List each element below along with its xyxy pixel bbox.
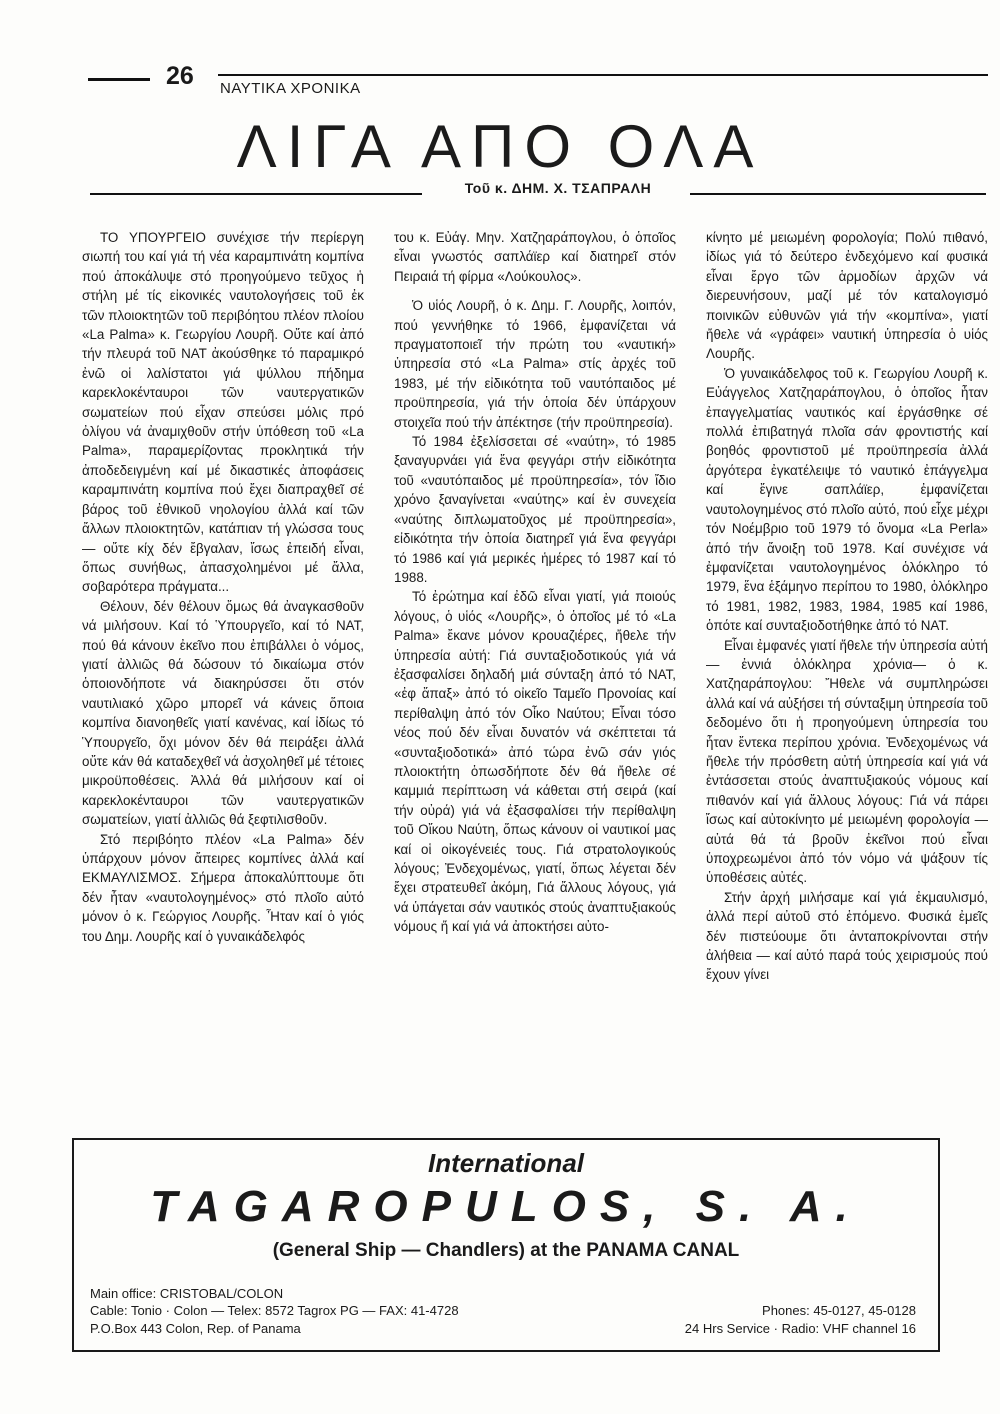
header-rule-right bbox=[218, 74, 988, 76]
paragraph: Τό ἐρώτημα καί ἐδῶ εἶναι γιατί, γιά ποιούς λόγους, ὁ υἱός «Λουρῆς», ὁ ὁποῖος μέ τό «La Palma» ἔκανε μόνον κρουαζιέρες, ἤθελε τήν ὑπηρεσία αὐτή: Γιά συνταξιοδοτικούς γιά νά ἐξασφαλίσει δηλαδή μιά σύνταξη ἀπό τό ΝΑΤ, «ἐφ ἅπαξ» ἀπό τό οἰκεῖο Ταμεῖο Προνοίας καί περίθαλψη ἀπό τόν Οἶκο Ναύτου; Εἶναι τόσο νέος πού δέν εἶναι δυνατόν νά σκέπτεται τά «συνταξιοδοτικά» ἀπό τώρα ἐνῶ σάν γιός πλοιοκτήτη ὁπωσδήποτε δέν θά ἤθελε σέ καμμιά περίπτωση νά κάθεται στή σειρά (καί τήν οὐρά) γιά νά ἐξασφαλίσει τήν περίθαλψη τοῦ Οἴκου Ναύτη, ὅπως κάνουν οἱ ναυτικοί μας καί οἱ οἰκογένειές τους. Γιά στρατολογικούς λόγους; Ἐνδεχομένως, γιατί, ὅπως λέγεται δέν ἔχει στρατευθεῖ ἀκόμη, Γιά ἄλλους λόγους, γιά νά ὑπάγεται σάν ναυτικός στούς ἀναπτυξιακούς νόμους ἤ καί γιά νά ἀποκτήσει αὐτο- bbox=[394, 589, 676, 935]
page-number: 26 bbox=[166, 62, 194, 90]
ad-heading: International bbox=[427, 1148, 584, 1178]
paragraph: Εἶναι ἐμφανές γιατί ἤθελε τήν ὑπηρεσία αὐτή — ἐννιά ὁλόκληρα χρόνια— ὁ κ. Χατζηαράπογλου: Ἤθελε νά συμπληρώσει ἀλλά καί νά αὐξήσει τή σύνταξιμη ὑπηρεσία τοῦ δεδομένο ὅτι ἡ προηγούμενη ὑπηρεσία του ἦταν ἔντεκα περίπου χρόνια. Ἐνδεχομένως νά ἤθελε τήν πρόσθετη αὐτή ὑπηρεσία καί γιά νά ἐντάσσεται στούς ἀναπτυξιακούς νόμους καί πιθανόν καί γιά ἄλλους λόγους: Γιά νά πάρει ἴσως καί αὐτοκίνητο μέ μειωμένη φορολογία — αὐτά θά τά βροῦν ἐκεῖνοι πού εἶναι ὑποχρεωμένοι ἀπό τόν νόμο νά ψάξουν τίς ὑποθέσεις αὐτές. bbox=[706, 637, 988, 886]
ad-cable: Cable: Tonio · Colon — Telex: 8572 Tagrox PG — FAX: 41-4728 bbox=[90, 1303, 459, 1318]
header-rule-left bbox=[88, 78, 150, 81]
byline-rule-left bbox=[90, 193, 422, 195]
article-title: ΛΙΓΑ ΑΠΟ ΟΛΑ bbox=[236, 113, 764, 180]
paragraph: Ὁ υἱός Λουρῆ, ὁ κ. Δημ. Γ. Λουρῆς, λοιπόν, πού γεννήθηκε τό 1966, ἐμφανίζεται νά πραγματοποιεῖ τήν πρώτη του «ναυτική» ὑπηρεσία στό «La Palma» στίς ἀρχές τοῦ 1983, μέ τήν εἰδικότητα τοῦ ναυτόπαιδος μέ προϋπηρεσία, γιά τήν ὁποία δέν ὑπάρχουν στοιχεῖα πού τήν ἀπέκτησε (τήν προϋπηρεσία). bbox=[394, 298, 676, 430]
paragraph: κίνητο μέ μειωμένη φορολογία; Πολύ πιθανό, ἰδίως γιά τό δεύτερο ἐνδεχόμενο καί φυσικά εἶναι ἔργο τῶν ἁρμοδίων ἀρχῶν νά διερευνήσουν, μαζί μέ τόν καταλογισμό ποινικῶν εὐθυνῶν γιά τήν «κομπίνα», γιατί ἤθελε νά «γράφει» ναυτική ὑπηρεσία ὁ υἱός Λουρῆς. bbox=[706, 230, 988, 362]
advertisement-box bbox=[72, 1138, 940, 1352]
paragraph: ΤΟ ΥΠΟΥΡΓΕΙΟ συνέχισε τήν περίεργη σιωπή του καί γιά τή νέα καραμπινάτη κομπίνα πού ἀποκάλυψε στό προηγούμενο τεῦχος ἡ στήλη μέ τίς εἰκονικές ναυτολογήσεις τοῦ ἐκ τῶν πλοιοκτητῶν τοῦ περιβόητου πλέον πλοίου «La Palma» κ. Γεωργίου Λουρῆ. Οὔτε καί ἀπό τήν πλευρά τοῦ ΝΑΤ ἀκούσθηκε τό παραμικρό ἐνῶ οἱ λαλίστατοι γιά ψύλλου πήδημα καρεκλοκένταυροι τῶν ναυτεργατικῶν σωματείων πού εἶχαν σπεύσει μόλις πρό ὀλίγου νά ἀναμιχθοῦν στήν ὑπόθεση τοῦ «La Palma», παραμερίζοντας προκλητικά τήν ἀποδεδειγμένη καί μέ δικαστικές ἀποφάσεις καραμπινάτη κομπίνα πού ἔχει διαπραχθεῖ σέ βάρος τοῦ ἐθνικοῦ νηολογίου ἀλλά καί τῶν ἄλλων πλοιοκτητῶν, κατάπιαν τή γλώσσα τους — οὔτε κίχ δέν ἔβγαλαν, ἴσως ἐπειδή εἶναι, ὅπως συνήθως, ἀπασχολημένοι μέ ἄλλα, σοβαρότερα πράγματα... bbox=[82, 230, 364, 595]
ad-pobox: P.O.Box 443 Colon, Rep. of Panama bbox=[90, 1321, 301, 1336]
ad-company-name: TAGAROPULOS, S. A. bbox=[150, 1182, 862, 1231]
byline-rule-right bbox=[690, 193, 986, 195]
column-2 bbox=[394, 228, 676, 1128]
paragraph: Στήν ἀρχή μιλήσαμε καί γιά ἐκμαυλισμό, ἀλλά περί αὐτοῦ στό ἑπόμενο. Φυσικά ἐμεῖς δέν πιστεύουμε ὅτι ἀνταποκρίνονται στήν ἀλήθεια — καί αὐτό παρά τούς χειρισμούς πού ἔχουν γίνει bbox=[706, 889, 988, 983]
column-1 bbox=[82, 228, 364, 1128]
byline-row bbox=[90, 180, 990, 204]
paragraph: Ὁ γυναικάδελφος τοῦ κ. Γεωργίου Λουρῆ κ. Εὐάγγελος Χατζηαράπογλου, ὁ ὁποῖος ἦταν ἐπαγγελματίας ναυτικός καί ἐργάσθηκε σέ πολλά ἐπιβατηγά πλοῖα σάν φροντιστής καί βοηθός φροντιστοῦ μέ προϋπηρεσία ἀλλά ἀργότερα ἐγκατέλειψε τό ναυτικό ἐπάγγελμα καί ἔγινε σαπλάϊερ, ἐμφανίζεται ναυτολογημένος στό πλοῖο αὐτό, πού εἶχε μέχρι τόν Νοέμβριο τοῦ 1979 τό ὄνομα «La Perla» ἀπό τήν ἄνοιξη τοῦ 1978. Καί συνέχισε νά ἐμφανίζεται ναυτολογημένος ὁλόκληρο τό 1979, ἕνα ἑξάμηνο περίπου το 1980, ὁλόκληρο τό 1981, 1982, 1983, 1984, 1985 καί 1986, ὁπότε καί συνταξιοδοτήθηκε ἀπό τό ΝΑΤ. bbox=[706, 365, 988, 634]
ad-phones: Phones: 45-0127, 45-0128 bbox=[762, 1303, 916, 1318]
section-title: ΝΑΥΤΙΚΑ ΧΡΟΝΙΚΑ bbox=[220, 80, 361, 97]
paragraph: Τό 1984 ἐξελίσσεται σέ «ναύτη», τό 1985 ξαναγυρνάει γιά ἕνα φεγγάρι στήν εἰδικότητα τοῦ «ναυτόπαιδος μέ προϋπηρεσία», τόν ἴδιο χρόνο ξαναγίνεται «ναύτης» καί ἐν συνεχεία «ναύτης διπλωματοῦχος μέ προϋπηρεσία», εἰδικότητα τήν ὁποία διατηρεῖ γιά ἕνα φεγγάρι τό 1986 καί γιά μερικές ἡμέρες τό 1987 καί τό 1988. bbox=[394, 434, 676, 585]
ad-tagline: (General Ship — Chandlers) at the PANAMA CANAL bbox=[272, 1240, 740, 1261]
article-body bbox=[82, 228, 992, 1128]
ad-service: 24 Hrs Service · Radio: VHF channel 16 bbox=[684, 1321, 916, 1336]
ad-main-office: Main office: CRISTOBAL/COLON bbox=[90, 1286, 284, 1301]
article-byline: Τοῦ κ. ΔΗΜ. Χ. ΤΣΑΠΡΑΛΗ bbox=[464, 180, 652, 196]
paragraph: Θέλουν, δέν θέλουν ὅμως θά ἀναγκασθοῦν νά μιλήσουν. Καί τό Ὑπουργεῖο, καί τό ΝΑΤ, πού θά κάνουν ἐκεῖνο που ἐπιβάλλει ὁ νόμος, γιατί ἀλλιῶς θά δώσουν τό δικαίωμα στόν ὁποιονδήποτε νά διακηρύσσει ὅτι στόν ναυτιλιακό χῶρο μπορεῖ νά κάνεις ὅποια κομπίνα διανοηθεῖς γιατί κανένας, καί ἰδίως τό Ὑπουργεῖο, ὄχι μόνον δέν θά πειράξει ἀλλά οὔτε κάν θά καταδεχθεῖ νά ἀσχοληθεῖ μέ τέτοιες μικροϋποθέσεις. Ἀλλά θά μιλήσουν καί οἱ καρεκλοκένταυροι τῶν ναυτεργατικῶν σωματείων, γιατί ἀλλιῶς θά ξεφτιλισθοῦν. bbox=[82, 598, 364, 828]
column-3 bbox=[706, 228, 988, 1128]
page-header bbox=[88, 62, 988, 106]
paragraph: Στό περιβόητο πλέον «La Palma» δέν ὑπάρχουν μόνον ἄπειρες κομπίνες ἀλλά καί ΕΚΜΑΥΛΙΣΜΟΣ. Σήμερα ἀποκαλύπτουμε ὅτι δέν ἦταν «ναυτολογημένος» στό πλοῖο αὐτό μόνον ὁ κ. Γεώργιος Λουρῆς. Ἦταν καί ὁ γιός του Δημ. Λουρῆς καί ὁ γυναικάδελφός bbox=[82, 831, 364, 944]
paragraph: του κ. Εὐάγ. Μην. Χατζηαράπογλου, ὁ ὁποῖος εἶναι γνωστός σαπλάϊερ καί διατηρεῖ στόν Πειραιά τή φίρμα «Λούκουλος». bbox=[394, 230, 676, 284]
